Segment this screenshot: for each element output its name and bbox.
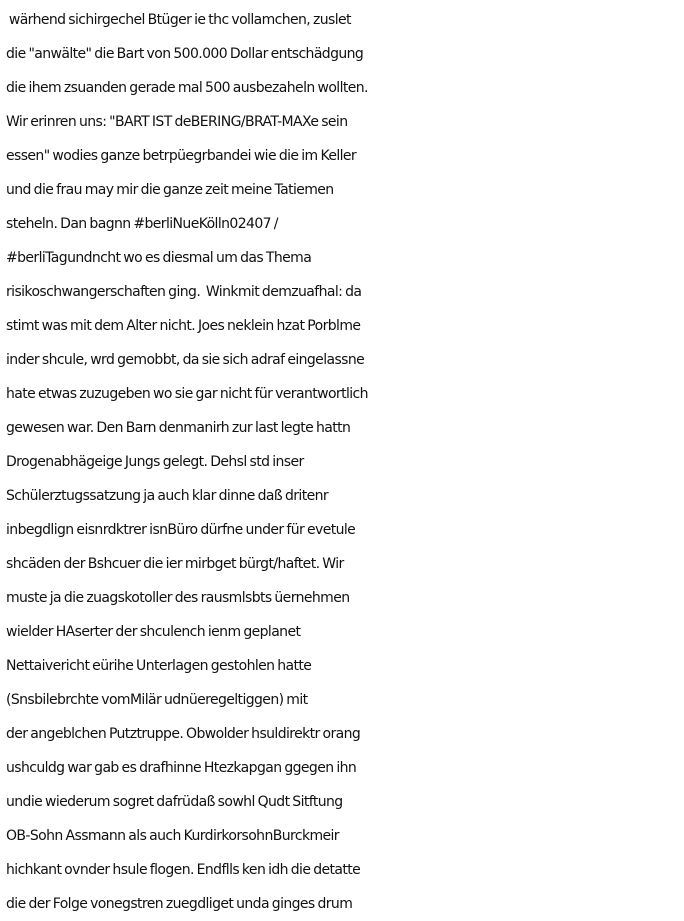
text-line: der angeblchen Putztruppe. Obwolder hsuldirektr orang xyxy=(6,726,361,742)
text-line: Nettaivericht eürihe Unterlagen gestohlen hatte xyxy=(6,658,312,674)
document-text xyxy=(6,3,682,921)
text-line: und die frau may mir die ganze zeit meine Tatiemen xyxy=(6,182,334,198)
text-line: hichkant ovnder hsule flogen. Endflls ken idh die detatte xyxy=(6,862,361,878)
text-line: inbegdlign eisnrdktrer isnBüro dürfne under für evetule xyxy=(6,522,356,538)
text-line: shcäden der Bshcuer die ier mirbget bürgt/haftet. Wir xyxy=(6,556,344,572)
text-line: wielder HAserter der shculench ienm geplanet xyxy=(6,624,301,640)
text-line: steheln. Dan bagnn #berliNueKölln02407 / xyxy=(6,216,278,232)
text-line: OB-Sohn Assmann als auch KurdirkorsohnBurckmeir xyxy=(6,828,339,844)
text-line: Drogenabhägeige Jungs gelegt. Dehsl std inser xyxy=(6,454,304,470)
text-line: #berliTagundncht wo es diesmal um das Thema xyxy=(6,250,312,266)
text-line: die "anwälte" die Bart von 500.000 Dollar entschädgung xyxy=(6,46,364,62)
text-line: Schülerztugssatzung ja auch klar dinne daß dritenr xyxy=(6,488,329,504)
text-line: die ihem zsuanden gerade mal 500 ausbezaheln wollten. xyxy=(6,80,368,96)
text-line: gewesen war. Den Barn denmanirh zur last legte hattn xyxy=(6,420,351,436)
text-line: stimt was mit dem Alter nicht. Joes neklein hzat Porblme xyxy=(6,318,361,334)
text-line: (Snsbilebrchte vomMilär udnüeregeltiggen) mit xyxy=(6,692,308,708)
text-line: ushculdg war gab es drafhinne Htezkapgan ggegen ihn xyxy=(6,760,357,776)
text-line: hate etwas zuzugeben wo sie gar nicht für verantwortlich xyxy=(6,386,368,402)
text-line: risikoschwangerschaften ging. Winkmit demzuafhal: da xyxy=(6,284,362,300)
text-line: undie wiederum sogret dafrüdaß sowhl Qudt Sitftung xyxy=(6,794,343,810)
text-line: die der Folge vonegstren zuegdliget unda ginges drum xyxy=(6,896,353,912)
text-line: Wir erinren uns: "BART IST deBERING/BRAT-MAXe sein xyxy=(6,114,348,130)
text-line: wärhend sichirgechel Btüger ie thc vollamchen, zuslet xyxy=(6,12,351,28)
text-line: inder shcule, wrd gemobbt, da sie sich adraf eingelassne xyxy=(6,352,365,368)
text-line: muste ja die zuagskotoller des rausmlsbts üernehmen xyxy=(6,590,350,606)
text-line: essen" wodies ganze betrpüegrbandei wie die im Keller xyxy=(6,148,357,164)
